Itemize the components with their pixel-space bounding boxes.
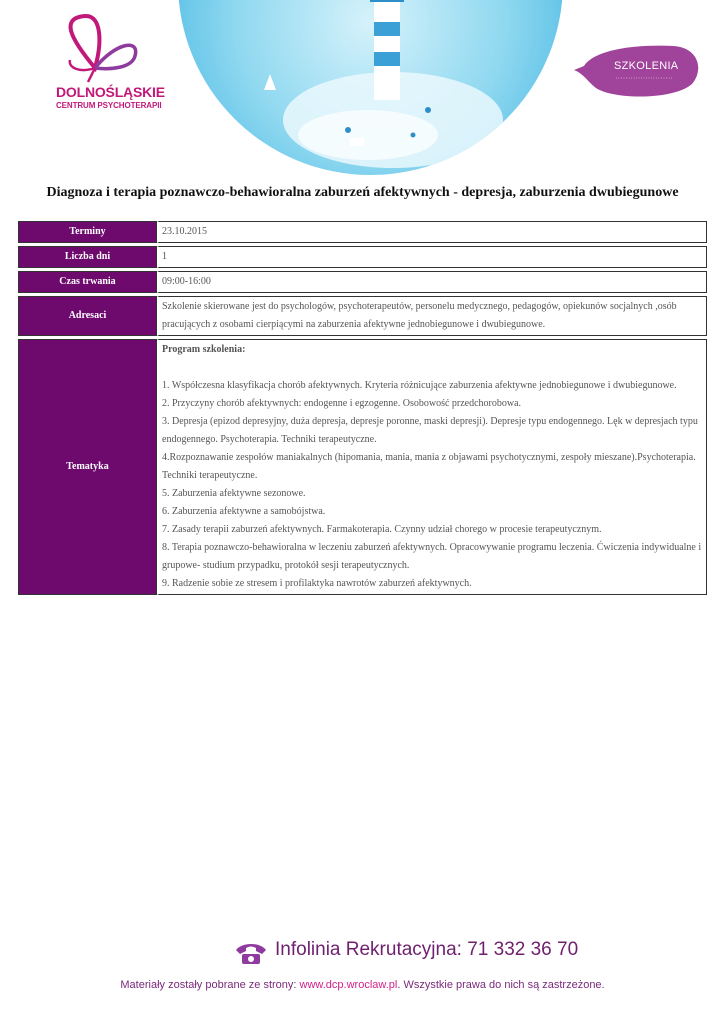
footer-note-text: Materiały zostały pobrane ze strony: — [120, 979, 300, 991]
telephone-icon — [234, 940, 268, 966]
lighthouse-illustration — [178, 0, 563, 175]
footer-note-rights: . Wszystkie prawa do nich są zastrzeżone. — [397, 979, 605, 991]
badge-label: SZKOLENIA — [614, 60, 679, 72]
value-terminy: 23.10.2015 — [157, 221, 707, 243]
row-terminy — [18, 221, 707, 243]
hotline-phone: Infolinia Rekrutacyjna: 71 332 36 70 — [275, 939, 579, 960]
value-czas-trwania: 09:00-16:00 — [157, 271, 707, 293]
value-adresaci: Szkolenie skierowane jest do psychologów, psychoterapeutów, personelu medycznego, pedagogów, opiekunów socjalnych ,osób pracujących z osobami cierpiącymi na zaburzenia afektywne jednobiegunowe i dwubiegunowe. — [157, 296, 707, 336]
value-tematyka — [157, 339, 707, 595]
program-heading: Program szkolenia: — [162, 344, 246, 355]
program-item: 5. Zaburzenia afektywne sezonowe. — [162, 488, 306, 499]
row-czas-trwania — [18, 271, 707, 293]
label-adresaci: Adresaci — [18, 296, 157, 336]
program-item: 3. Depresja (epizod depresyjny, duża depresja, depresje poronne, maski depresji). Depresje typu endogennego. Lęk w depresjach typu endogennego. Psychoterapia. Techniki terapeutyczne. — [162, 416, 698, 445]
program-item: 9. Radzenie sobie ze stresem i profilaktyka nawrotów zaburzeń afektywnych. — [162, 578, 472, 589]
page-title: Diagnoza i terapia poznawczo-behawioralna zaburzeń afektywnych - depresja, zaburzenia dwubiegunowe — [46, 185, 679, 200]
course-info-table — [18, 218, 707, 598]
program-item: 8. Terapia poznawczo-behawioralna w leczeniu zaburzeń afektywnych. Opracowywanie programu leczenia. Ćwiczenia indywidualne i grupowe- studium przypadku, protokół sesji terapeutycznych. — [162, 542, 702, 571]
program-item: 7. Zasady terapii zaburzeń afektywnych. Farmakoterapia. Czynny udział chorego w procesie terapeutycznym. — [162, 524, 602, 535]
footer-note — [0, 979, 725, 991]
lighthouse-icon — [178, 0, 563, 175]
logo-subtitle: CENTRUM PSYCHOTERAPII — [56, 101, 162, 110]
page-header — [0, 0, 725, 178]
logo-title: DOLNOŚLĄSKIE — [56, 84, 165, 100]
program-item: 6. Zaburzenia afektywne a samobójstwa. — [162, 506, 326, 517]
label-czas-trwania: Czas trwania — [18, 271, 157, 293]
label-tematyka: Tematyka — [18, 339, 157, 595]
program-item: 4.Rozpoznawanie zespołów maniakalnych (hipomania, mania, mania z objawami psychotycznymi, zespoły mieszane).Psychoterapia. Techniki terapeutyczne. — [162, 452, 696, 481]
row-adresaci — [18, 296, 707, 336]
value-liczba-dni: 1 — [157, 246, 707, 268]
row-liczba-dni — [18, 246, 707, 268]
label-terminy: Terminy — [18, 221, 157, 243]
footer-website-link[interactable]: www.dcp.wroclaw.pl — [299, 979, 398, 991]
label-liczba-dni: Liczba dni — [18, 246, 157, 268]
program-item: 1. Współczesna klasyfikacja chorób afektywnych. Kryteria różnicujące zaburzenia afektywne jednobiegunowe i dwubiegunowe. — [162, 380, 677, 391]
row-tematyka — [18, 339, 707, 595]
program-item: 2. Przyczyny chorób afektywnych: endogenne i egzogenne. Osobowość przedchorobowa. — [162, 398, 522, 409]
